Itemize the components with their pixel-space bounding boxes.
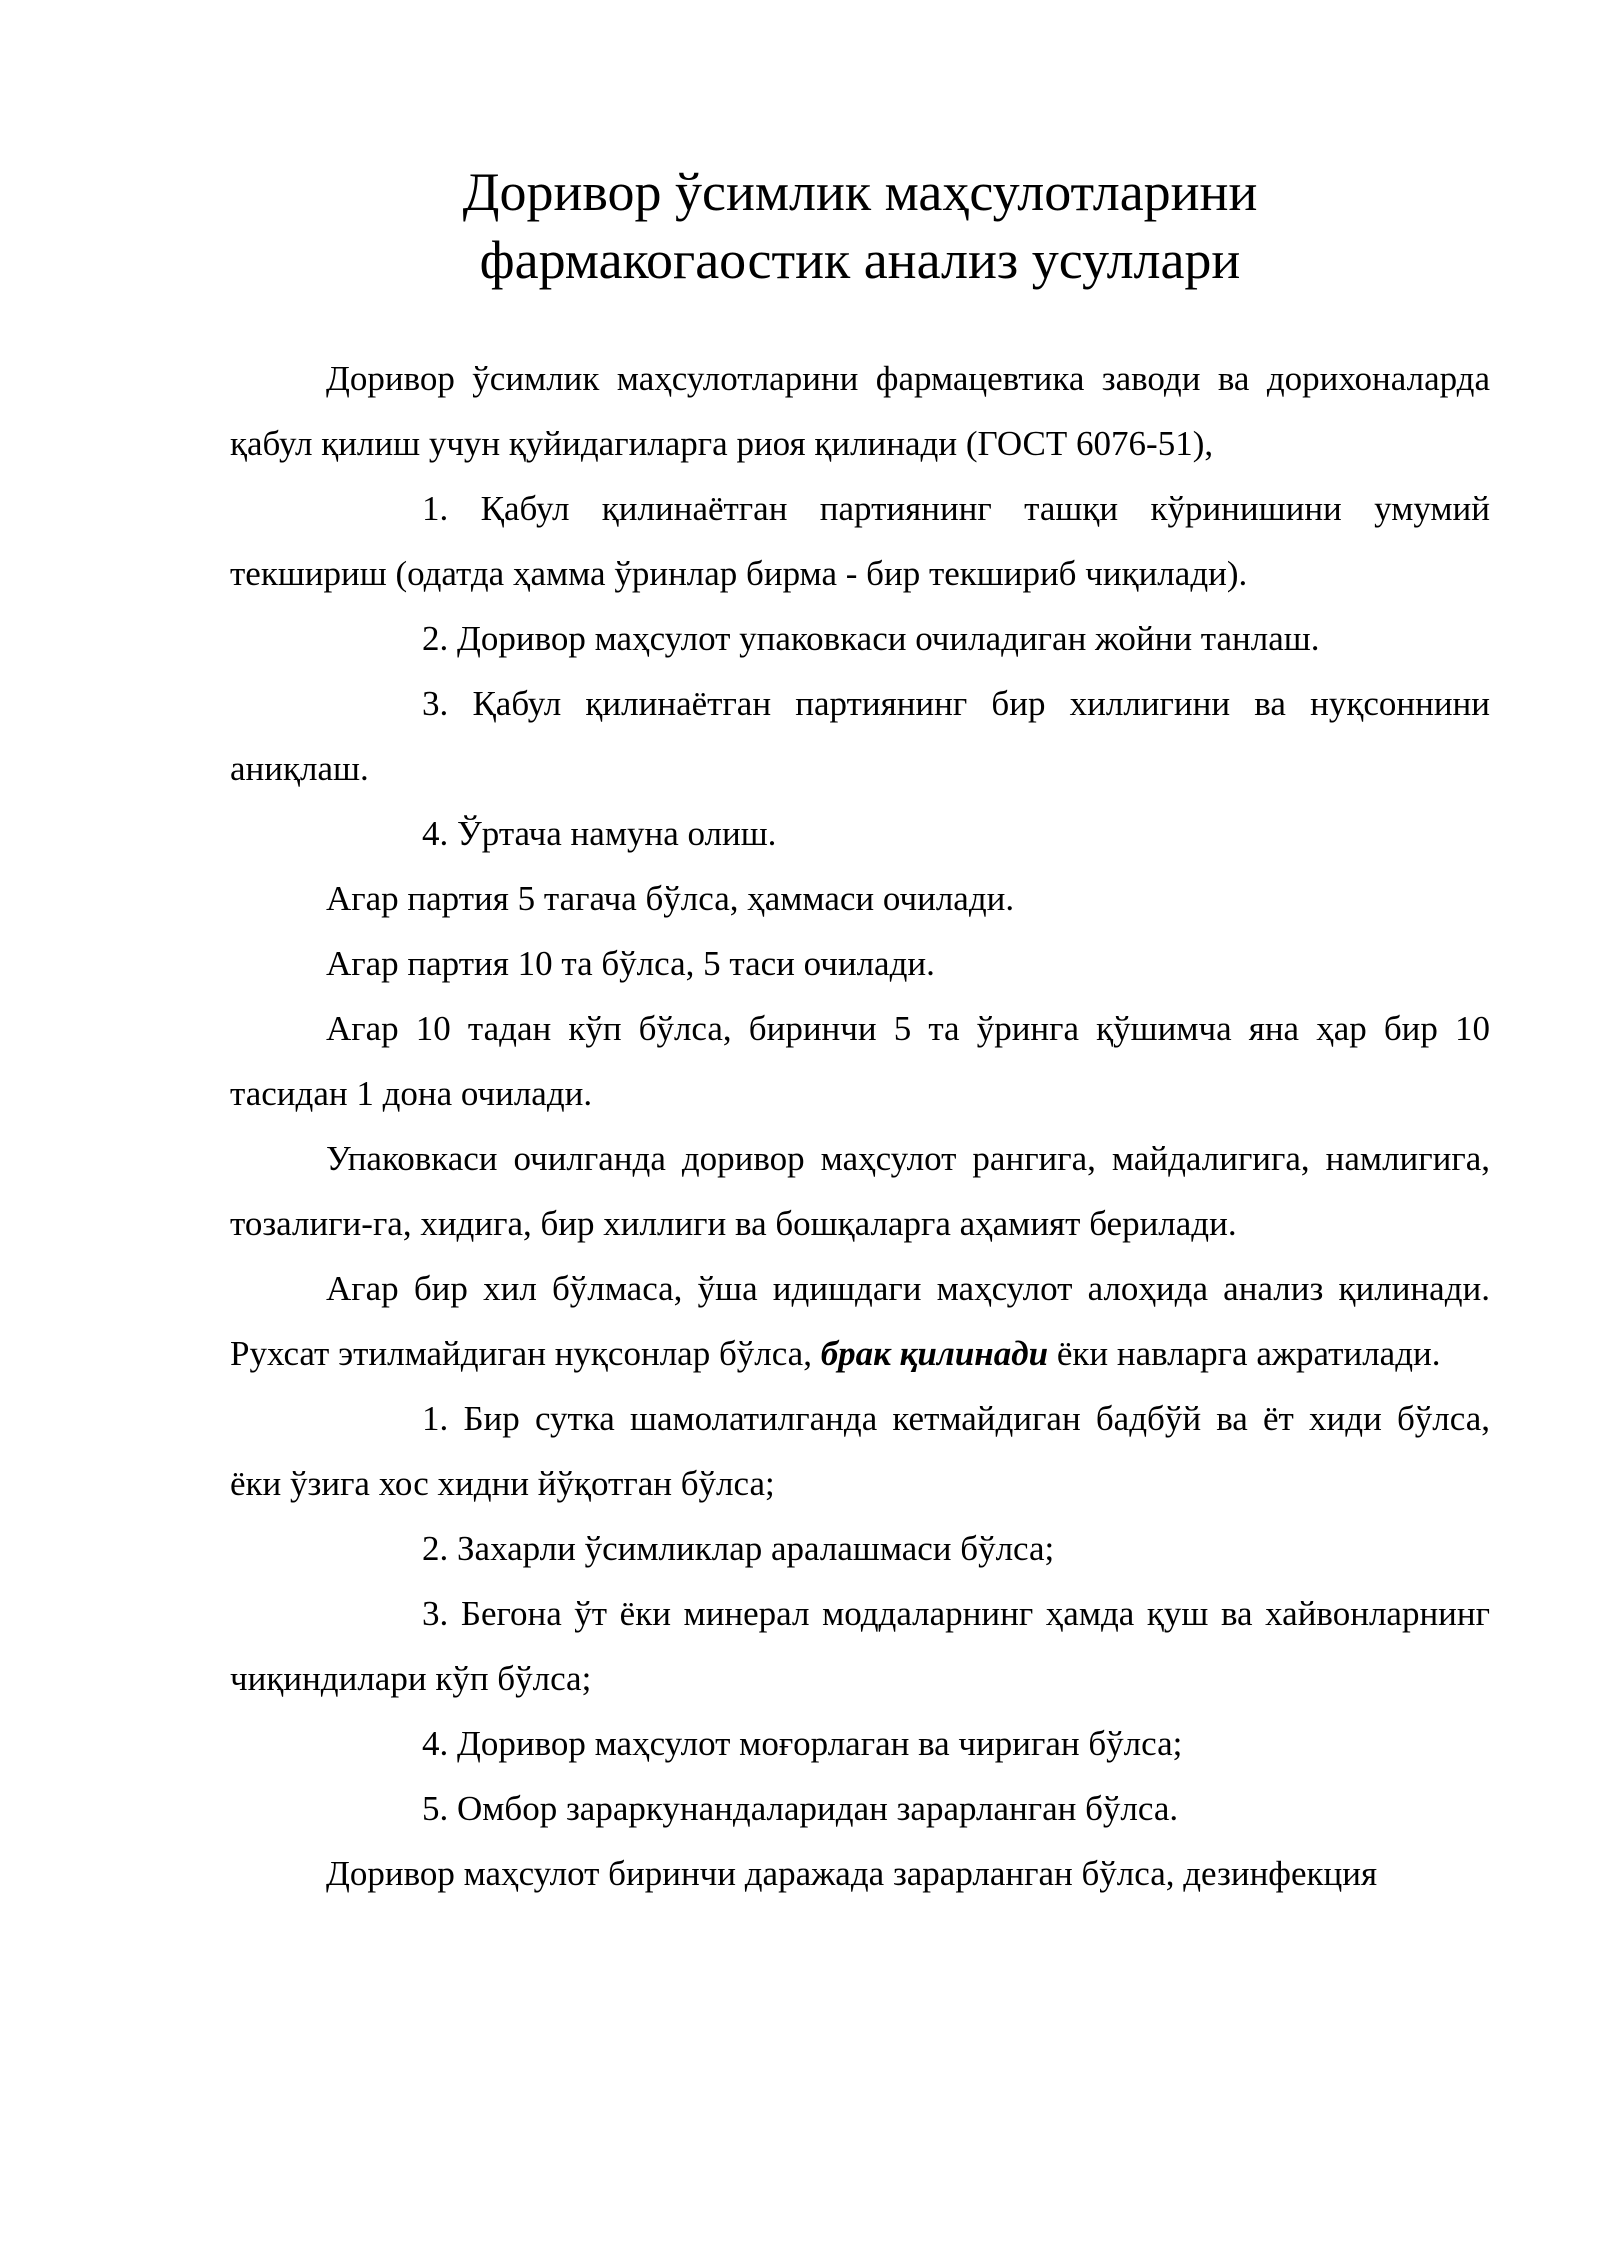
defect-number: 5. [422,1789,449,1828]
defect-text: Омбор зараркунандаларидан зарарланган бўлса. [457,1789,1179,1828]
step-text: Доривор маҳсулот упаковкаси очиладиган жойни танлаш. [457,619,1320,658]
defect-text: Захарли ўсимликлар аралашмаси бўлса; [457,1529,1055,1568]
defect-text: Доривор маҳсулот моғорлаган ва чириган бўлса; [457,1724,1183,1763]
paragraph-more-than-10: Агар 10 тадан кўп бўлса, биринчи 5 та ўринга қўшимча яна ҳар бир 10 тасидан 1 дона очилади. [230,1009,1490,1113]
paragraph-upakovka: Упаковкаси очилганда доривор маҳсулот рангига, майдалигига, намлигига, тозалиги-га, хидига, бир хиллиги ва бошқаларга аҳамият берилади. [230,1139,1490,1243]
defect-number: 3. [422,1594,449,1633]
defect-number: 1. [422,1399,449,1438]
step-item-3 [230,671,1490,801]
document-body [230,346,1490,1906]
step-item-2 [230,606,1490,671]
step-item-1 [230,476,1490,606]
step-text: Ўртача намуна олиш. [457,814,777,853]
defect-item-1 [230,1386,1490,1516]
defect-item-4 [230,1711,1490,1776]
step-number: 2. [422,619,449,658]
step-number: 4. [422,814,449,853]
step-text: Қабул қилинаётган партиянинг ташқи кўринишини умумий текшириш (одатда ҳамма ўринлар бирма - бир текшириб чиқилади). [230,489,1490,593]
defect-text: Бир сутка шамолатилганда кетмайдиган бадбўй ва ёт хиди бўлса, ёки ўзига хос хидни йўқотган бўлса; [230,1399,1490,1503]
step-text: Қабул қилинаётган партиянинг бир хиллигини ва нуқсоннини аниқлаш. [230,684,1491,788]
final-paragraph: Доривор маҳсулот биринчи даражада зарарланган бўлса, дезинфекция [326,1854,1378,1893]
emphasis-brak: брак қилинади [820,1334,1049,1373]
paragraph-text-end: ёки навларга ажратилади. [1056,1334,1441,1373]
document-title [230,158,1490,294]
step-number: 1. [422,489,449,528]
defect-number: 2. [422,1529,449,1568]
paragraph-partiya-10: Агар партия 10 та бўлса, 5 таси очилади. [326,944,935,983]
defect-item-3 [230,1581,1490,1711]
defect-item-2 [230,1516,1490,1581]
paragraph-partiya-5: Агар партия 5 тагача бўлса, ҳаммаси очилади. [326,879,1015,918]
title-line-2: фармакогаостик анализ усуллари [479,230,1241,290]
step-number: 3. [422,684,449,723]
intro-paragraph: Доривор ўсимлик маҳсулотларини фармацевтика заводи ва дорихоналарда қабул қилиш учун қуйидагиларга риоя қилинади (ГОСТ 6076-51), [230,359,1490,463]
defect-number: 4. [422,1724,449,1763]
title-line-1: Доривор ўсимлик маҳсулотларини [462,162,1258,222]
step-item-4 [230,801,1490,866]
paragraph-text-start: Агар бир хил бўлмаса, ўша идишдаги маҳсулот алоҳида анализ қилинади. Рухсат этилмайдиган нуқсонлар бўлса, [230,1269,1490,1373]
paragraph-agar-bir-hil [230,1256,1490,1386]
defect-text: Бегона ўт ёки минерал моддаларнинг ҳамда қуш ва хайвонларнинг чиқиндилари кўп бўлса; [230,1594,1491,1698]
defect-item-5 [230,1776,1490,1841]
